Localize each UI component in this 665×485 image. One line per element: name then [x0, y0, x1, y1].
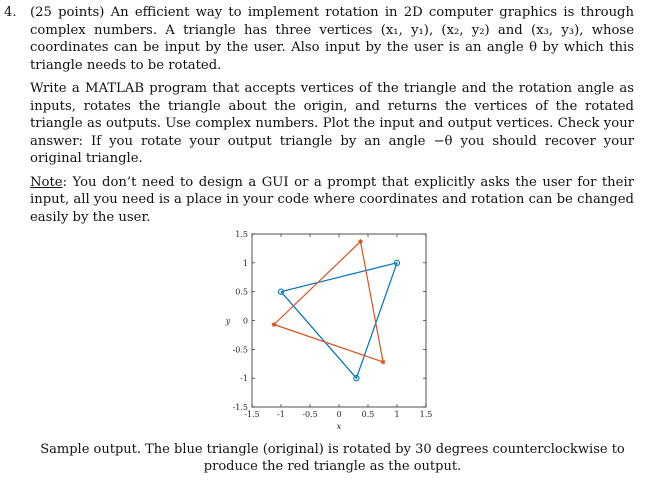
- problem-number: 4.: [4, 5, 17, 20]
- y-axis-label: y: [225, 316, 231, 326]
- series-point-2: [381, 360, 386, 365]
- y-tick-label: 0.5: [235, 287, 248, 297]
- x-tick-label: 1: [394, 410, 400, 419]
- series-line-2: [274, 242, 383, 363]
- x-tick-label: -1: [277, 410, 285, 419]
- x-tick-label: 0.5: [361, 410, 375, 419]
- x-axis-label: x: [336, 422, 342, 431]
- problem-paragraph-2: Write a MATLAB program that accepts vertices of the triangle and the rotation angle as inputs, rotates the triangle about the origin, and returns the vertices of the rotated triangle as outputs. Use complex numbers. Plot the input and output vertices. Check your answer: If you rotate your output triangle by an angle −θ you should recover your original triangle.: [30, 81, 634, 166]
- problem-text-1: (25 points) An efficient way to implement rotation in 2D computer graphics is through complex numbers. A triangle has three vertices (x₁, y₁), (x₂, y₂) and (x₃, y₃), whose coordinates can be input by the user. Also input by the user is an angle θ by which this triangle needs to be rotated.: [30, 5, 634, 73]
- series-point-1: [278, 289, 283, 294]
- series-line-1: [281, 263, 397, 378]
- series-point-2: [272, 322, 277, 327]
- y-tick-label: 0: [242, 316, 248, 326]
- x-tick-label: 0: [336, 410, 342, 419]
- x-tick-label: -0.5: [302, 410, 318, 419]
- y-tick-label: -1.5: [232, 403, 248, 412]
- series-point-1: [354, 376, 359, 381]
- problem-block: [4, 4, 634, 226]
- y-tick-label: 1: [242, 258, 248, 268]
- x-tick-label: 1.5: [419, 410, 433, 419]
- plot-area: [252, 234, 426, 407]
- y-tick-label: -1: [240, 374, 248, 384]
- note-text: : You don’t need to design a GUI or a prompt that explicitly asks the user for their input, all you need is a place in your code where coordinates and rotation can be changed easily by the user.: [30, 174, 634, 225]
- y-tick-label: 1.5: [235, 230, 248, 239]
- series-point-1: [394, 260, 399, 265]
- problem-note: [30, 174, 634, 227]
- series-point-2: [358, 239, 363, 244]
- figure-caption: Sample output. The blue triangle (original) is rotated by 30 degrees counterclockwise to produce the red triangle as the output.: [40, 442, 625, 474]
- problem-paragraph-1: [4, 4, 634, 74]
- x-tick-label: -1.5: [244, 410, 260, 419]
- y-tick-label: -0.5: [232, 345, 248, 355]
- note-label: Note: [30, 174, 63, 190]
